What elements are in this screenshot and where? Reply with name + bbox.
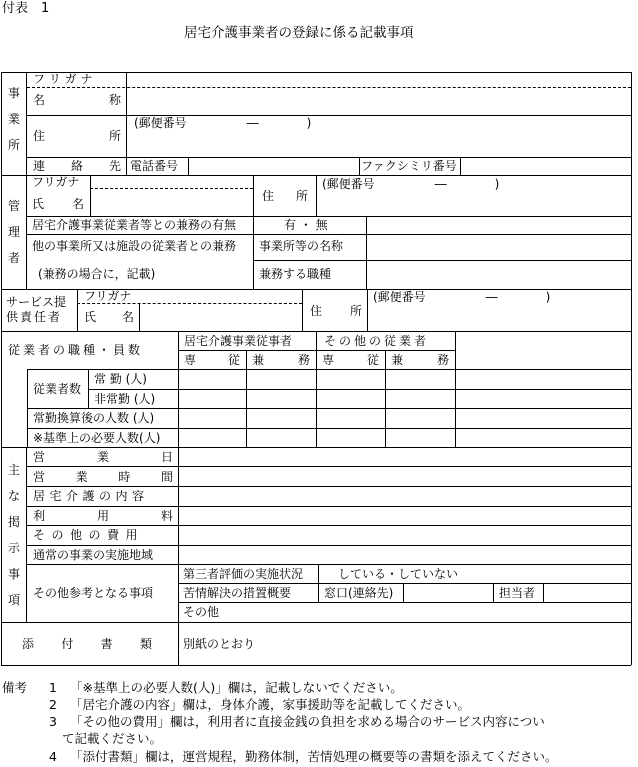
office-section-label: 事 業 所 xyxy=(7,86,20,152)
third-party-eval-label: 第三者評価の実施状況 xyxy=(183,567,304,581)
concurrent-duty-question: 居宅介護事業従業者等との兼務の有無 xyxy=(32,218,237,232)
concurrent-duty-answer[interactable]: 有 ・ 無 xyxy=(284,218,328,232)
col-other-workers: その他の従業者 xyxy=(324,334,430,348)
note-2-text: 「居宅介護の内容」欄は，身体介護，家事援助等を記載してください。 xyxy=(70,697,471,712)
attachments-value: 別紙のとおり xyxy=(183,637,256,651)
service-manager-postal-code[interactable]: (郵便番号 ― ) xyxy=(373,290,551,304)
business-days-label: 営 業 日 xyxy=(33,450,173,464)
attachments-label: 添 付 書 類 xyxy=(22,637,152,651)
service-manager-label-2: 供責任者 xyxy=(6,310,63,324)
manager-name-label: 氏 名 xyxy=(32,197,84,211)
other-costs-label: その他の費用 xyxy=(33,528,145,542)
person-in-charge-label: 担当者 xyxy=(499,586,536,600)
note-3-cont: て記載ください。 xyxy=(62,731,163,746)
main-items-section-label: 主 な 掲 示 事 項 xyxy=(7,463,20,607)
required-staff-label: ※基準上の必要人数(人) xyxy=(33,431,161,445)
office-furigana-label: フ リ ガ ナ xyxy=(33,72,93,86)
others-label: その他 xyxy=(183,605,220,619)
col-care-concurrent: 兼 務 xyxy=(252,353,310,367)
note-4-text: 「添付書類」欄は，運営規程，勤務体制，苦情処理の概要等の書類を添えてください。 xyxy=(70,749,558,764)
col-care-workers: 居宅介護事業従事者 xyxy=(184,334,293,348)
manager-address-label: 住 所 xyxy=(262,189,308,203)
col-other-dedicated: 専 従 xyxy=(322,353,379,367)
service-area-label: 通常の事業の実施地域 xyxy=(33,548,154,562)
attachment-label: 付表 1 xyxy=(2,1,50,16)
manager-postal-code[interactable]: (郵便番号 ― ) xyxy=(322,177,500,191)
service-manager-address-label: 住 所 xyxy=(310,304,362,318)
care-content-label: 居宅介護の内容 xyxy=(33,489,149,503)
fulltime-label: 常 勤 (人) xyxy=(94,372,147,386)
complaint-window-label: 窓口(連絡先) xyxy=(324,586,394,600)
service-manager-label-1: サービス提 xyxy=(6,295,67,309)
note-3-text: 「その他の費用」欄は，利用者に直接金銭の負担を求める場合のサービス内容につい xyxy=(70,714,545,729)
business-hours-label: 営 業 時 間 xyxy=(33,470,173,484)
col-other-concurrent: 兼 務 xyxy=(391,353,449,367)
fte-label: 常勤換算後の人数 (人) xyxy=(33,411,155,425)
office-fax-label: ファクシミリ番号 xyxy=(361,159,457,173)
note-3-num: 3 xyxy=(49,714,57,729)
manager-section-label: 管 理 者 xyxy=(7,199,20,265)
note-4-num: 4 xyxy=(49,749,57,764)
note-1-num: 1 xyxy=(49,680,57,695)
service-manager-furigana-label: フリガナ xyxy=(84,289,132,303)
other-office-label: 他の事業所又は施設の従業者との兼務 xyxy=(32,239,237,253)
position-field-label: 兼務する職種 xyxy=(259,267,332,281)
office-postal-code[interactable]: (郵便番号 ― ) xyxy=(134,116,312,130)
manager-furigana-label: フリガナ xyxy=(32,175,80,189)
service-manager-name-label: 氏 名 xyxy=(84,310,134,324)
notes-label: 備考 xyxy=(2,680,28,695)
staff-count-label: 従業者数 xyxy=(33,382,82,396)
other-reference-label: その他参考となる事項 xyxy=(33,586,154,600)
parttime-label: 非常勤 (人) xyxy=(94,392,156,406)
fee-label: 利 用 料 xyxy=(33,509,173,523)
page-title: 居宅介護事業者の登録に係る記載事項 xyxy=(184,25,414,41)
third-party-eval-answer[interactable]: している・していない xyxy=(338,567,459,581)
office-phone-label: 電話番号 xyxy=(130,159,179,173)
office-address-label: 住 所 xyxy=(33,129,121,143)
complaint-label: 苦情解決の措置概要 xyxy=(183,586,292,600)
office-name-label: 名 称 xyxy=(33,93,121,107)
col-care-dedicated: 専 従 xyxy=(184,353,240,367)
office-contact-label: 連 絡 先 xyxy=(33,159,121,173)
office-name-field-label: 事業所等の名称 xyxy=(259,239,344,253)
note-1-text: 「※基準上の必要人数(人)」欄は，記載しないでください。 xyxy=(70,680,403,695)
staff-heading: 従業者の職種・員数 xyxy=(8,343,144,357)
other-office-note: (兼務の場合に，記載) xyxy=(38,267,156,281)
note-2-num: 2 xyxy=(49,697,57,712)
